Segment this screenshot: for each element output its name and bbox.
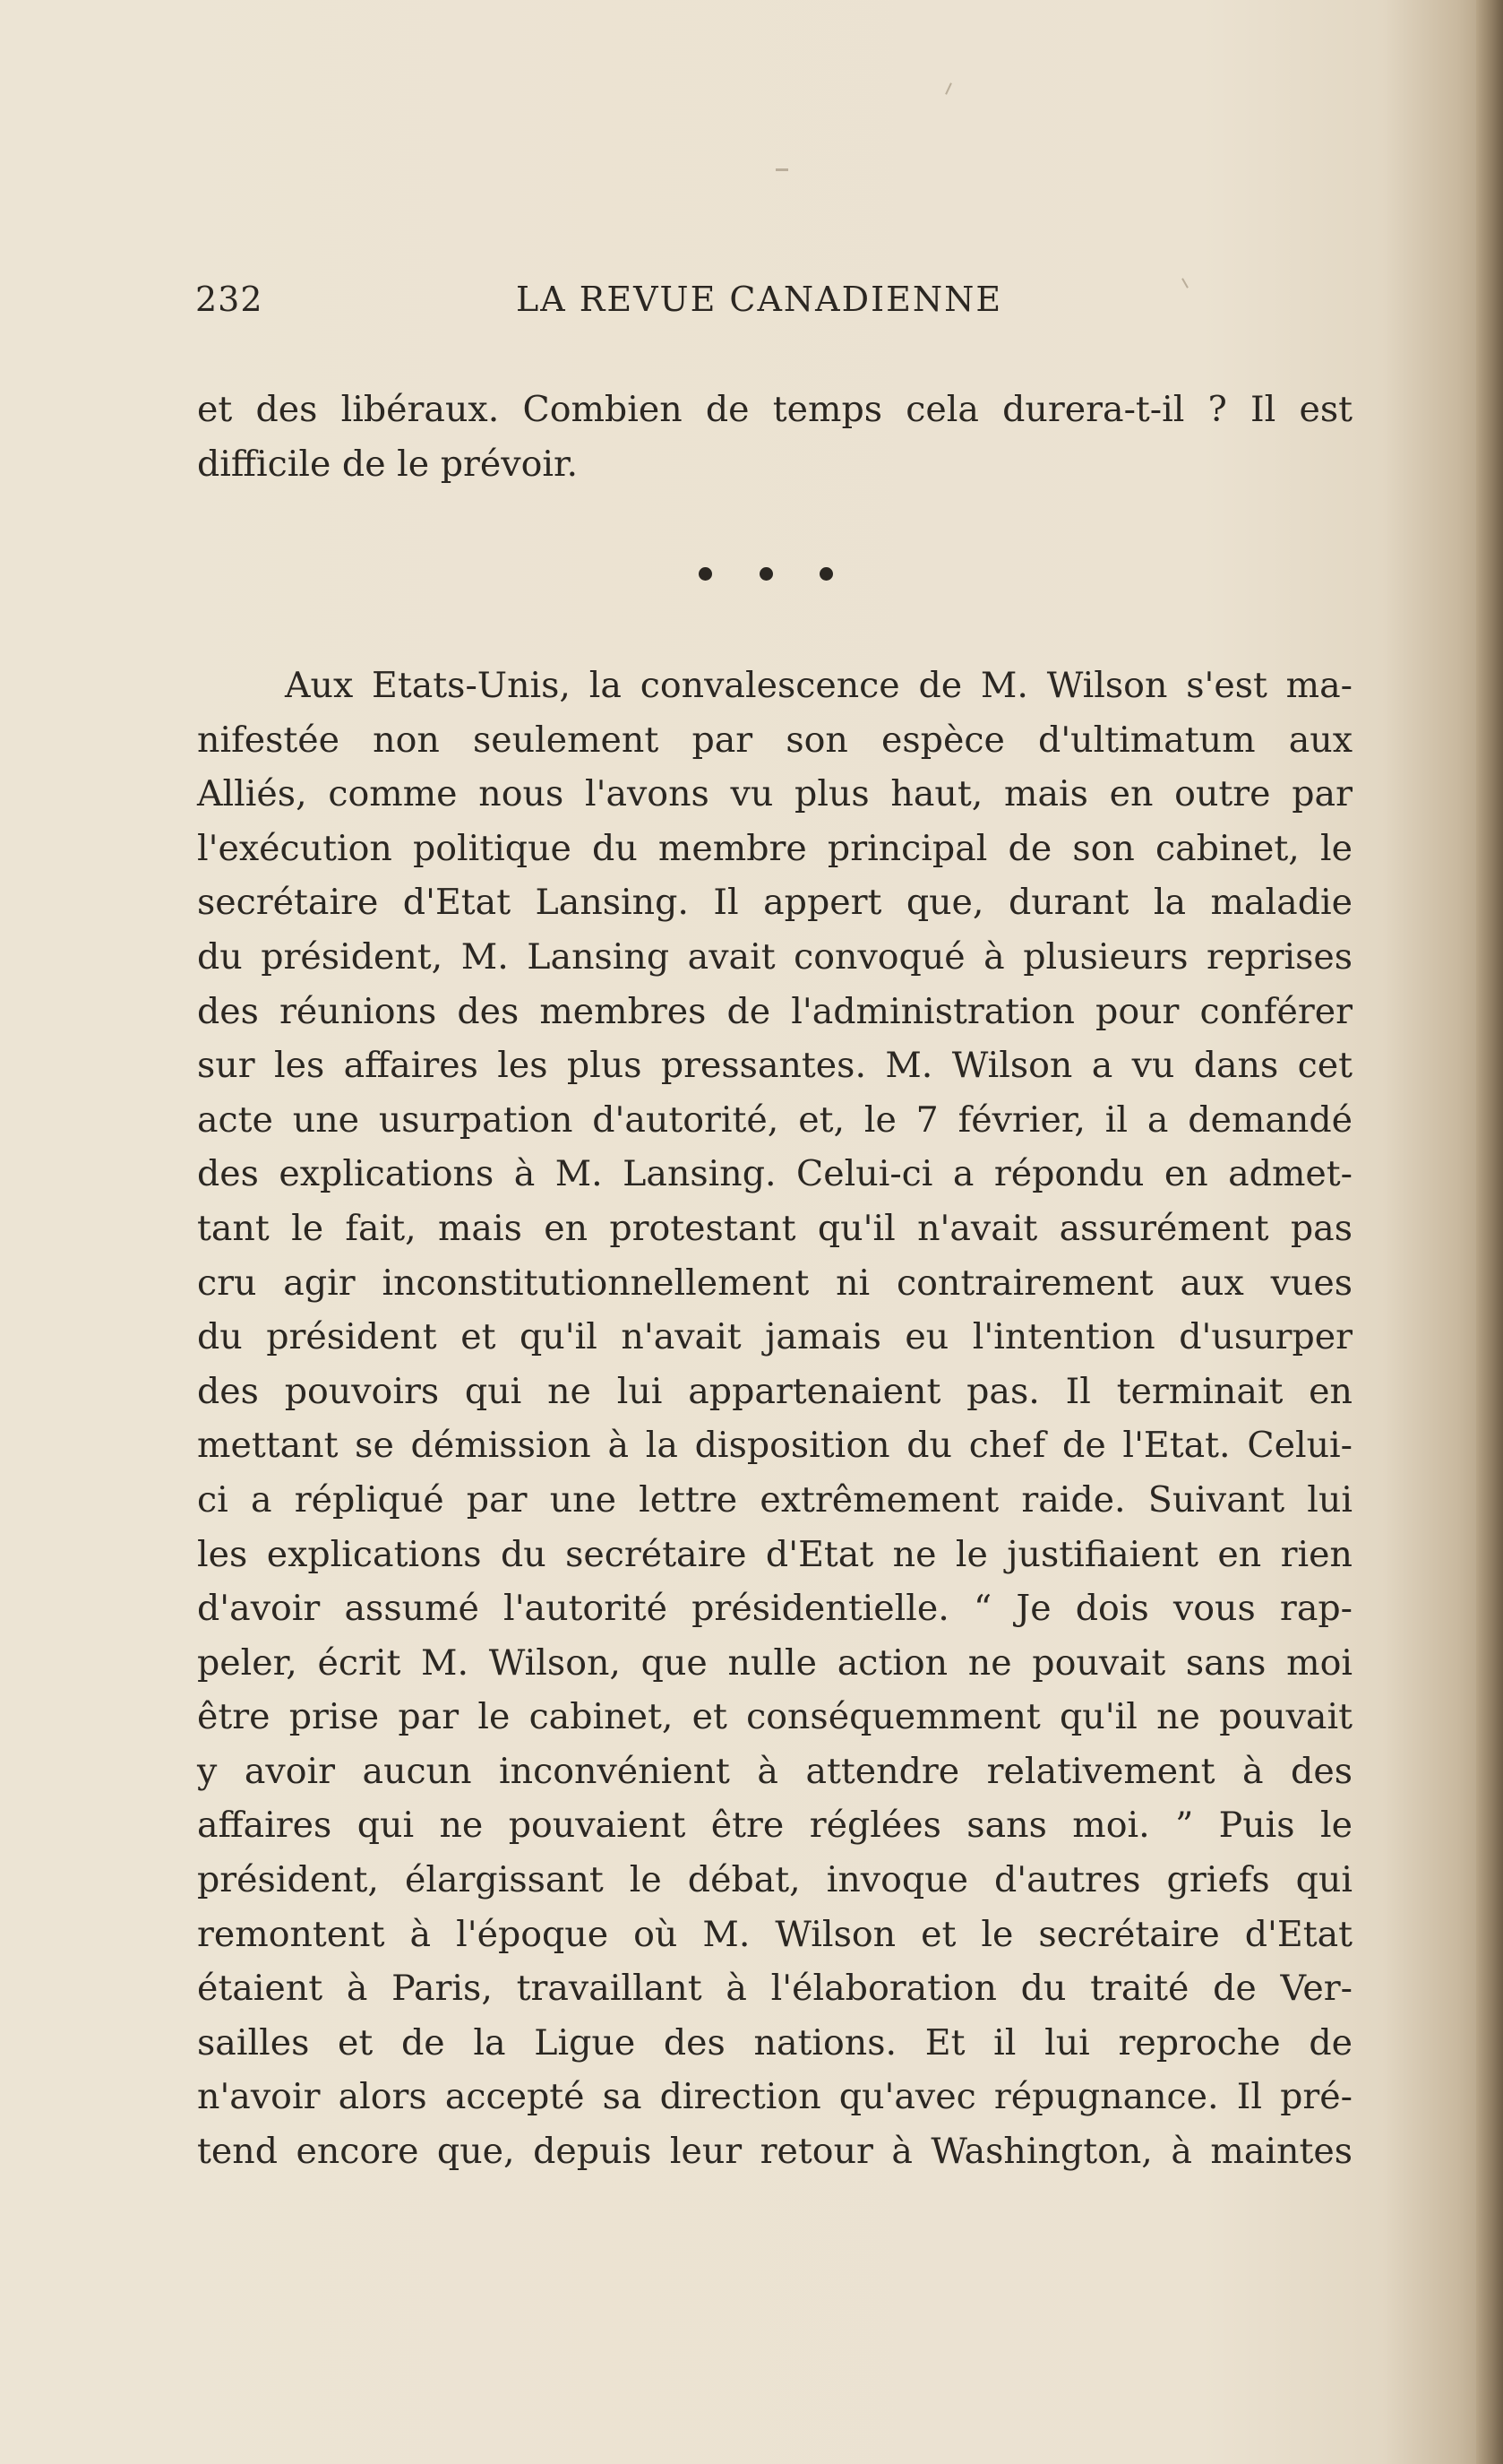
text-line: être prise par le cabinet, et conséquemment qu'il ne pouvait: [197, 1696, 1353, 1738]
text-line: Aux Etats-Unis, la convalescence de M. Wilson s'est ma-: [285, 665, 1353, 706]
text-line: Alliés, comme nous l'avons vu plus haut, mais en outre par: [197, 773, 1353, 815]
paragraph-continuation: [197, 383, 1353, 491]
separator-dot: [820, 567, 833, 581]
text-line: du président et qu'il n'avait jamais eu l'intention d'usurper: [197, 1316, 1353, 1358]
text-line: les explications du secrétaire d'Etat ne le justifiaient en rien: [197, 1533, 1353, 1575]
text-line: tant le fait, mais en protestant qu'il n'avait assurément pas: [197, 1207, 1353, 1249]
text-line: sur les affaires les plus pressantes. M. Wilson a vu dans cet: [197, 1045, 1353, 1087]
paper-speck: [776, 168, 788, 171]
text-line: n'avoir alors accepté sa direction qu'avec répugnance. Il pré-: [197, 2076, 1353, 2118]
page-edge-shadow: [1476, 0, 1503, 2464]
text-line: cru agir inconstitutionnellement ni contrairement aux vues: [197, 1262, 1353, 1304]
separator-dot: [760, 567, 773, 581]
text-line: étaient à Paris, travaillant à l'élaboration du traité de Ver-: [197, 1968, 1353, 2010]
running-head: [195, 280, 1360, 324]
text-line: mettant se démission à la disposition du chef de l'Etat. Celui-: [197, 1425, 1353, 1467]
text-line: sailles et de la Ligue des nations. Et il lui reproche de: [197, 2021, 1353, 2063]
text-line: des explications à M. Lansing. Celui-ci a répondu en admet-: [197, 1153, 1353, 1195]
text-line: du président, M. Lansing avait convoqué à plusieurs reprises: [197, 935, 1353, 978]
text-line: remontent à l'époque où M. Wilson et le secrétaire d'Etat: [197, 1913, 1353, 1955]
text-line: président, élargissant le débat, invoque d'autres griefs qui: [197, 1859, 1353, 1901]
text-line: y avoir aucun inconvénient à attendre relativement à des: [197, 1750, 1353, 1792]
text-line: des pouvoirs qui ne lui appartenaient pas. Il terminait en: [197, 1370, 1353, 1412]
text-line: et des libéraux. Combien de temps cela durera-t-il ? Il est: [197, 389, 1353, 430]
text-line: acte une usurpation d'autorité, et, le 7 février, il a demandé: [197, 1098, 1353, 1141]
text-line: d'avoir assumé l'autorité présidentielle. “ Je dois vous rap-: [197, 1588, 1353, 1630]
text-line: nifestée non seulement par son espèce d'ultimatum aux: [197, 719, 1353, 761]
journal-title: LA REVUE CANADIENNE: [516, 280, 1003, 319]
section-separator: [699, 556, 833, 591]
text-line: peler, écrit M. Wilson, que nulle action ne pouvait sans moi: [197, 1641, 1353, 1684]
text-line: difficile de le prévoir.: [197, 443, 579, 485]
text-line: tend encore que, depuis leur retour à Washington, à maintes: [197, 2131, 1353, 2173]
text-line: secrétaire d'Etat Lansing. Il appert que, durant la maladie: [197, 882, 1353, 924]
text-line: des réunions des membres de l'administration pour conférer: [197, 990, 1353, 1032]
page-number: 232: [195, 280, 263, 319]
text-line: l'exécution politique du membre principal de son cabinet, le: [197, 827, 1353, 869]
separator-dot: [699, 567, 712, 581]
paper-speck: [945, 82, 952, 95]
paragraph-wilson-lansing: [197, 659, 1353, 2179]
text-line: affaires qui ne pouvaient être réglées sans moi. ” Puis le: [197, 1805, 1353, 1847]
text-line: ci a répliqué par une lettre extrêmement raide. Suivant lui: [197, 1478, 1353, 1521]
